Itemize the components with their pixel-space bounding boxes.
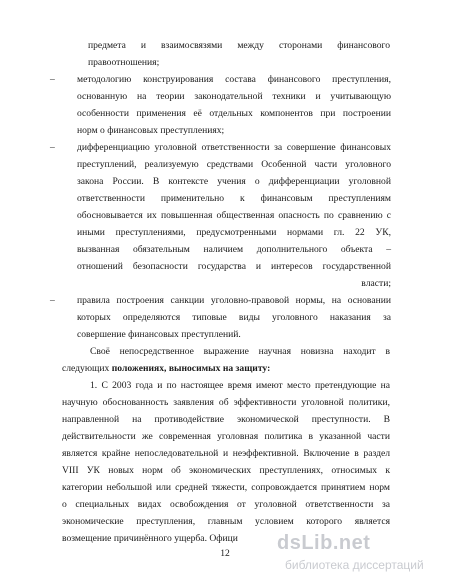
text-line: отношений безопасности государства и интересов государственной [77,261,391,272]
watermark-logo: dsLib.net [277,532,371,554]
text-run: следующих [62,363,112,374]
text-line: иными преступлениями, предусмотренными нормами гл. 22 УК, [77,227,391,238]
text-line: действительности же современная уголовная политика в указанной части [62,431,390,442]
text-line: преступлений, реализуемую средствами Особенной части уголовного [77,159,391,170]
text-line: совершение финансовых преступлений. [77,329,241,340]
text-line: методологию конструирования состава финансового преступления, [77,74,391,85]
bullet-dash: – [50,295,55,306]
text-line: Своё непосредственное выражение научная новизна находит в [90,346,390,357]
bullet-dash: – [50,142,55,153]
text-line: норм о финансовых преступлениях; [77,125,225,136]
text-line [62,363,270,375]
text-line: особенности применения её отдельных компонентов при построении [77,108,391,119]
text-line: научную обоснованность заявления об эффективности уголовной политики, [62,397,390,408]
text-line: 1. С 2003 года и по настоящее время имеют место претендующие на [90,380,390,391]
text-line: обосновывается их повышенная общественная опасность по сравнению с [77,210,391,221]
text-line: правоотношения; [88,57,160,68]
text-line: о специальных видах освобождения от уголовной ответственности за [62,499,390,510]
text-line: возмещение причинённого ущерба. Офици [62,533,238,544]
page-number: 12 [220,548,230,559]
text-line: предмета и взаимосвязями между сторонами финансового [88,40,390,51]
bold-heading: положениях, выносимых на защиту: [111,363,271,374]
text-line: VIII УК новых норм об экономических преступлениях, относимых к [62,465,390,476]
text-line: основанную на теории законодательной техники и учитывающую [77,91,391,102]
text-line: власти; [361,278,391,289]
text-line: правила построения санкции уголовно-правовой нормы, на основании [77,295,391,306]
text-line: категории небольшой или средней тяжести, сопровождается принятием норм [62,482,390,493]
text-line: направленной на противодействие экономической преступности. В [62,414,390,425]
text-line: дифференциацию уголовной ответственности за совершение финансовых [77,142,391,153]
text-line: экономические преступления, главным условием которого является [62,516,390,527]
text-line: вызванная обязательным наличием дополнительного объекта – [77,244,391,255]
text-line: является крайне непоследовательной и неэффективной. Включение в раздел [62,448,390,459]
watermark [277,532,442,578]
text-line: закона России. В контексте учения о дифференциации уголовной [77,176,391,187]
bullet-dash: – [50,74,55,85]
text-line: которых определяются типовые виды уголовного наказания за [77,312,391,323]
watermark-subtitle: библиотека диссертаций [285,558,424,572]
text-line: ответственности применительно к финансовым преступлениям [77,193,391,204]
